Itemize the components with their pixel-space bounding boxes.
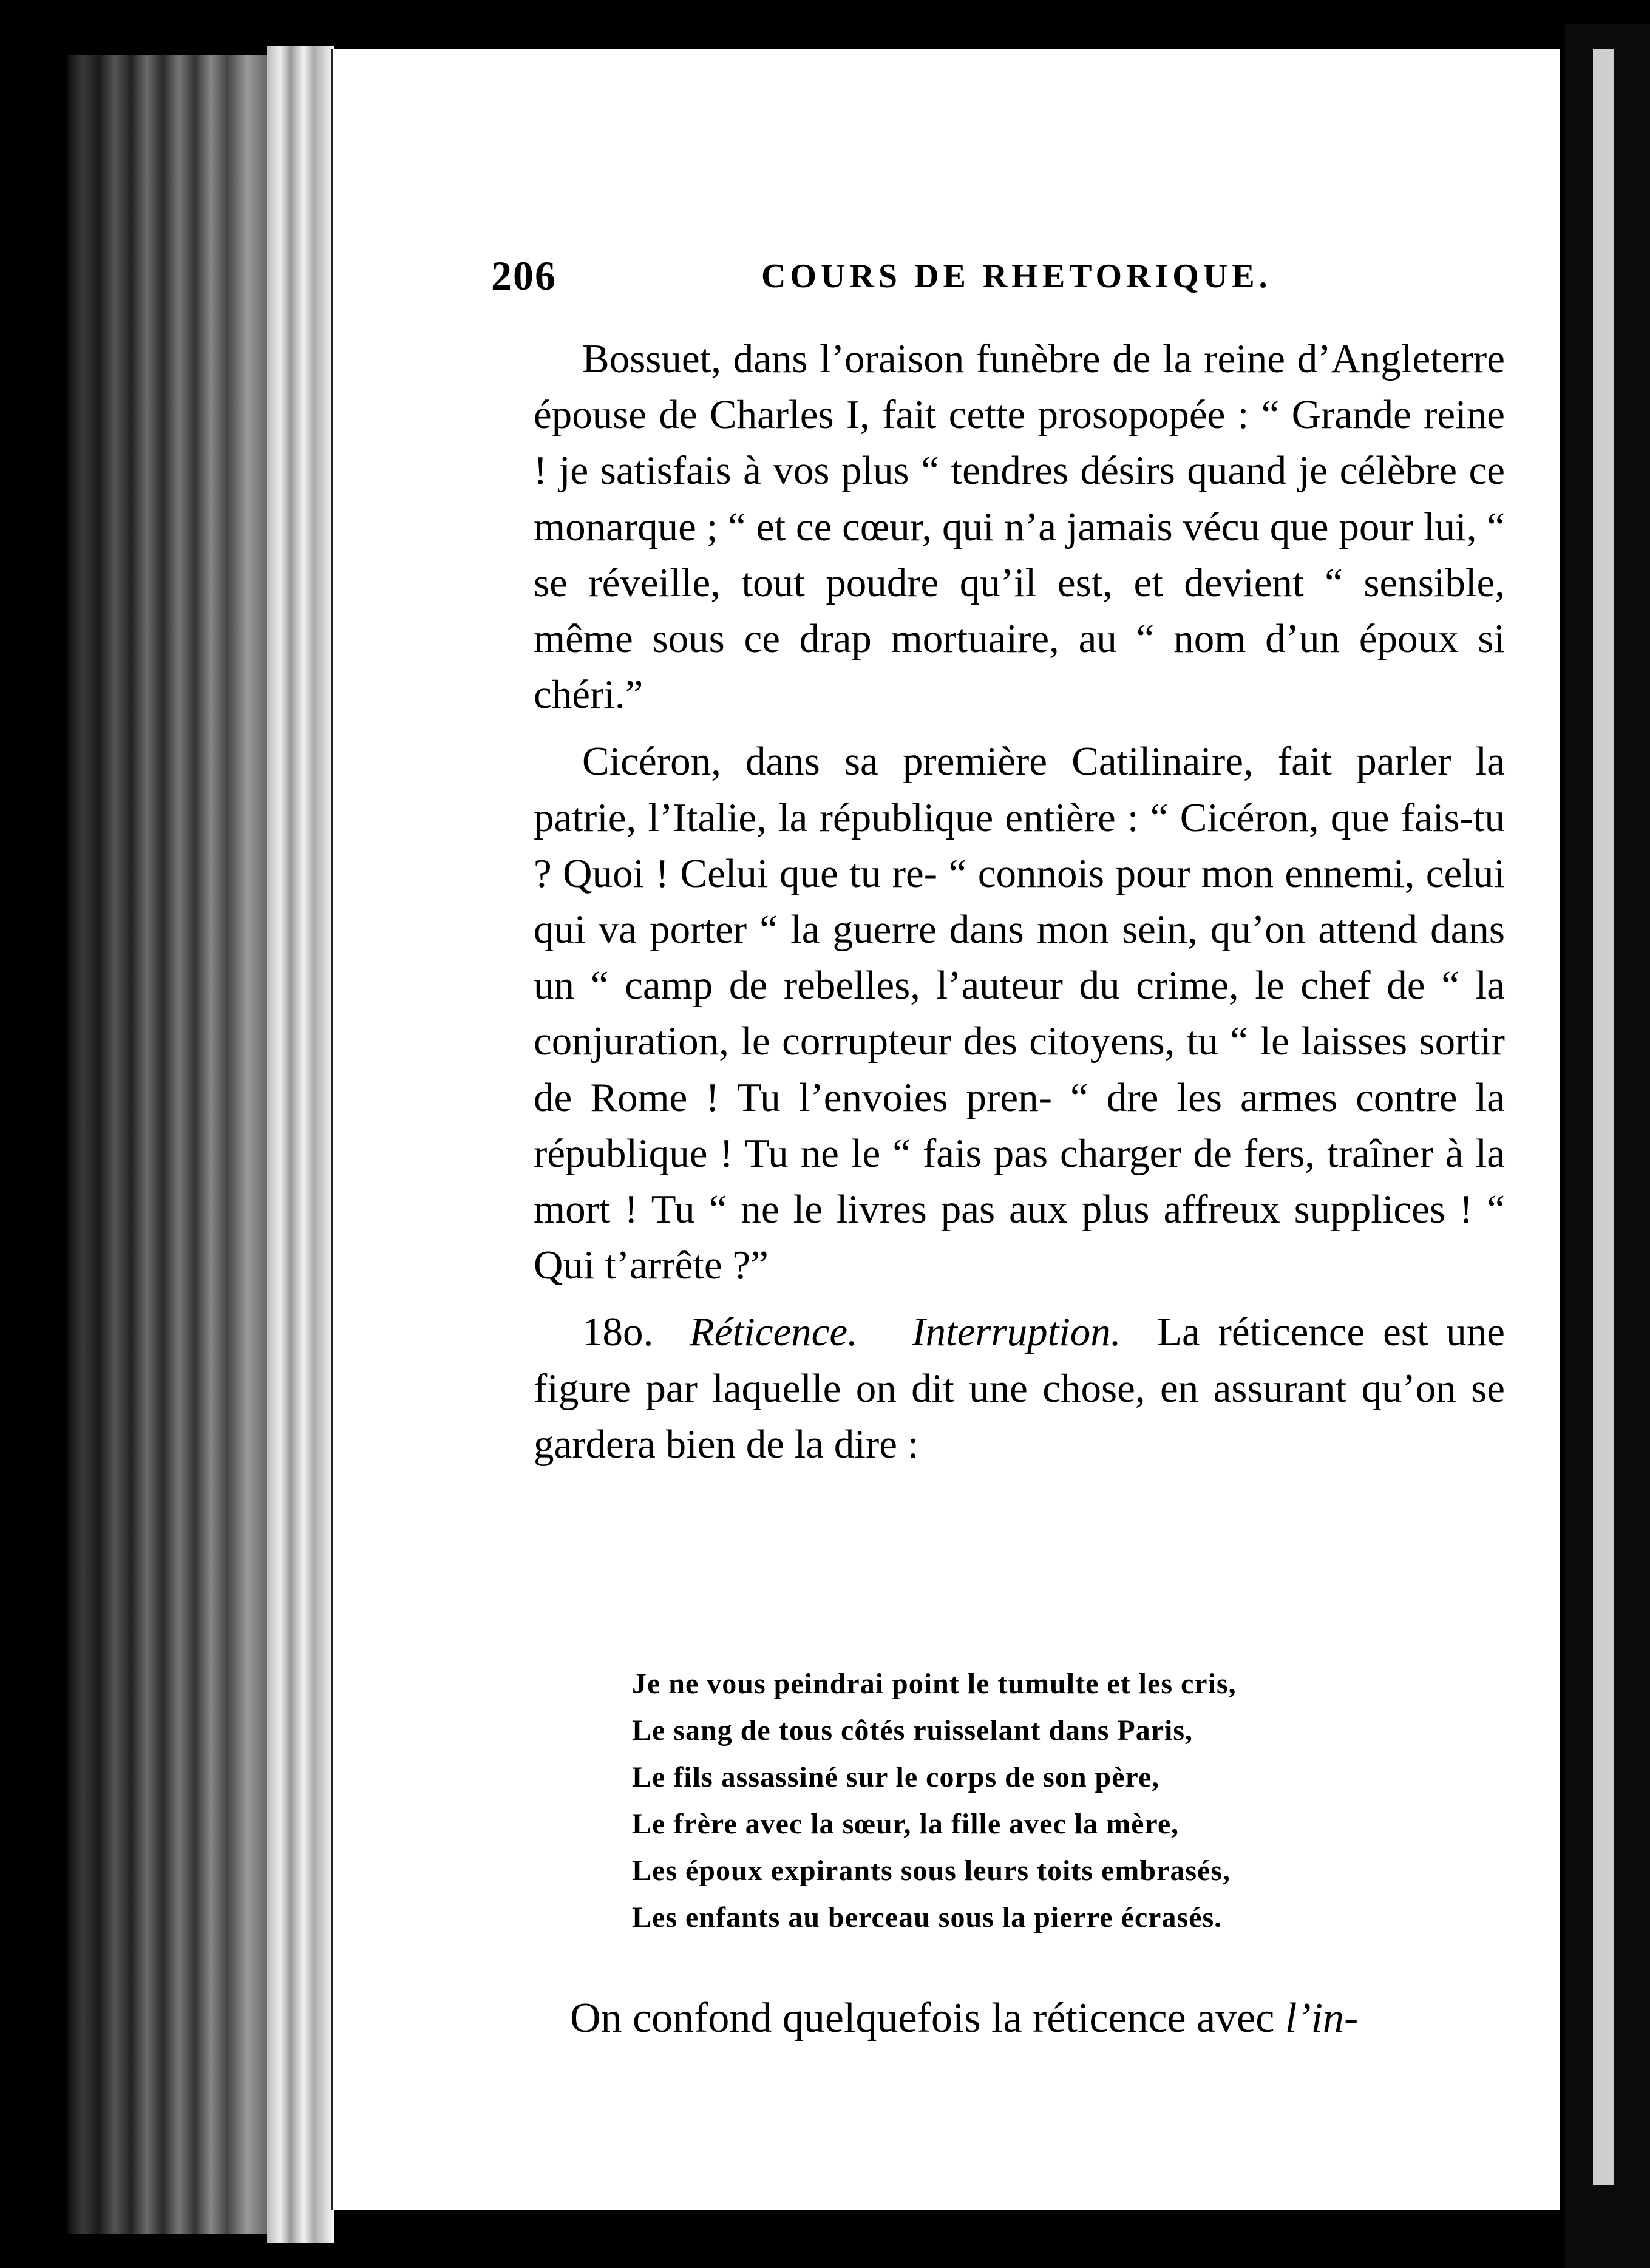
reticence-definition: La réticence est une figure par laquelle on dit une chose, en assurant qu’on se gardera bien de la dire : xyxy=(534,1309,1506,1467)
verse-quotation xyxy=(632,1660,1482,1941)
verse-line: Le sang de tous côtés ruisselant dans Paris, xyxy=(632,1714,1193,1747)
paragraph-ciceron: Cicéron, dans sa première Catilinaire, fait parler la patrie, l’Italie, la république entière : “ Cicéron, que fais-tu ? Quoi ! Celui que tu re- “ connois pour mon ennemi, celui qui va porter “ la guerre dans mon sein, qu’on attend dans un “ camp de rebelles, l’auteur du crime, le chef de “ la conjuration, le corrupteur des citoyens, tu “ le laisses sortir de Rome ! Tu l’envoies pren- “ dre les armes contre la république ! Tu ne le “ fais pas charger de fers, traîner à la mort ! Tu “ ne le livres pas aux plus affreux supplices ! “ Qui t’arrête ?” xyxy=(534,739,1505,1288)
section-number: 18o. xyxy=(582,1309,654,1355)
running-head: COURS DE RHETORIQUE. xyxy=(761,257,1272,295)
term-interruption: Interruption. xyxy=(912,1309,1121,1355)
term-reticence: Réticence. xyxy=(689,1309,858,1355)
book-spine-edge xyxy=(67,55,267,2234)
next-page-sliver xyxy=(1593,49,1614,2185)
verse-line: Les enfants au berceau sous la pierre écrasés. xyxy=(632,1901,1223,1934)
closing-italic: l’in- xyxy=(1285,1995,1359,2042)
verse-line: Le fils assassiné sur le corps de son père, xyxy=(632,1761,1160,1793)
closing-text: On confond quelquefois la réticence avec xyxy=(570,1995,1275,2042)
verse-line: Le frère avec la sœur, la fille avec la mère, xyxy=(632,1808,1180,1840)
body-text xyxy=(534,331,1505,1472)
book-page xyxy=(331,49,1560,2210)
paragraph-reticence xyxy=(534,1304,1505,1472)
verse-line: Je ne vous peindrai point le tumulte et les cris, xyxy=(632,1668,1237,1700)
closing-line xyxy=(570,1994,1517,2043)
paragraph-bossuet: Bossuet, dans l’oraison funèbre de la reine d’Angleterre épouse de Charles I, fait cette prosopopée : “ Grande reine ! je satisfais à vos plus “ tendres désirs quand je célèbre ce monarque ; “ et ce cœur, qui n’a jamais vécu que pour lui, “ se réveille, tout poudre qu’il est, et devient “ sensible, même sous ce drap mortuaire, au “ nom d’un époux si chéri.” xyxy=(534,336,1505,718)
verse-line: Les époux expirants sous leurs toits embrasés, xyxy=(632,1855,1231,1887)
page-header xyxy=(333,252,1560,307)
page-leaf-stack xyxy=(267,46,334,2243)
page-number: 206 xyxy=(491,253,557,299)
